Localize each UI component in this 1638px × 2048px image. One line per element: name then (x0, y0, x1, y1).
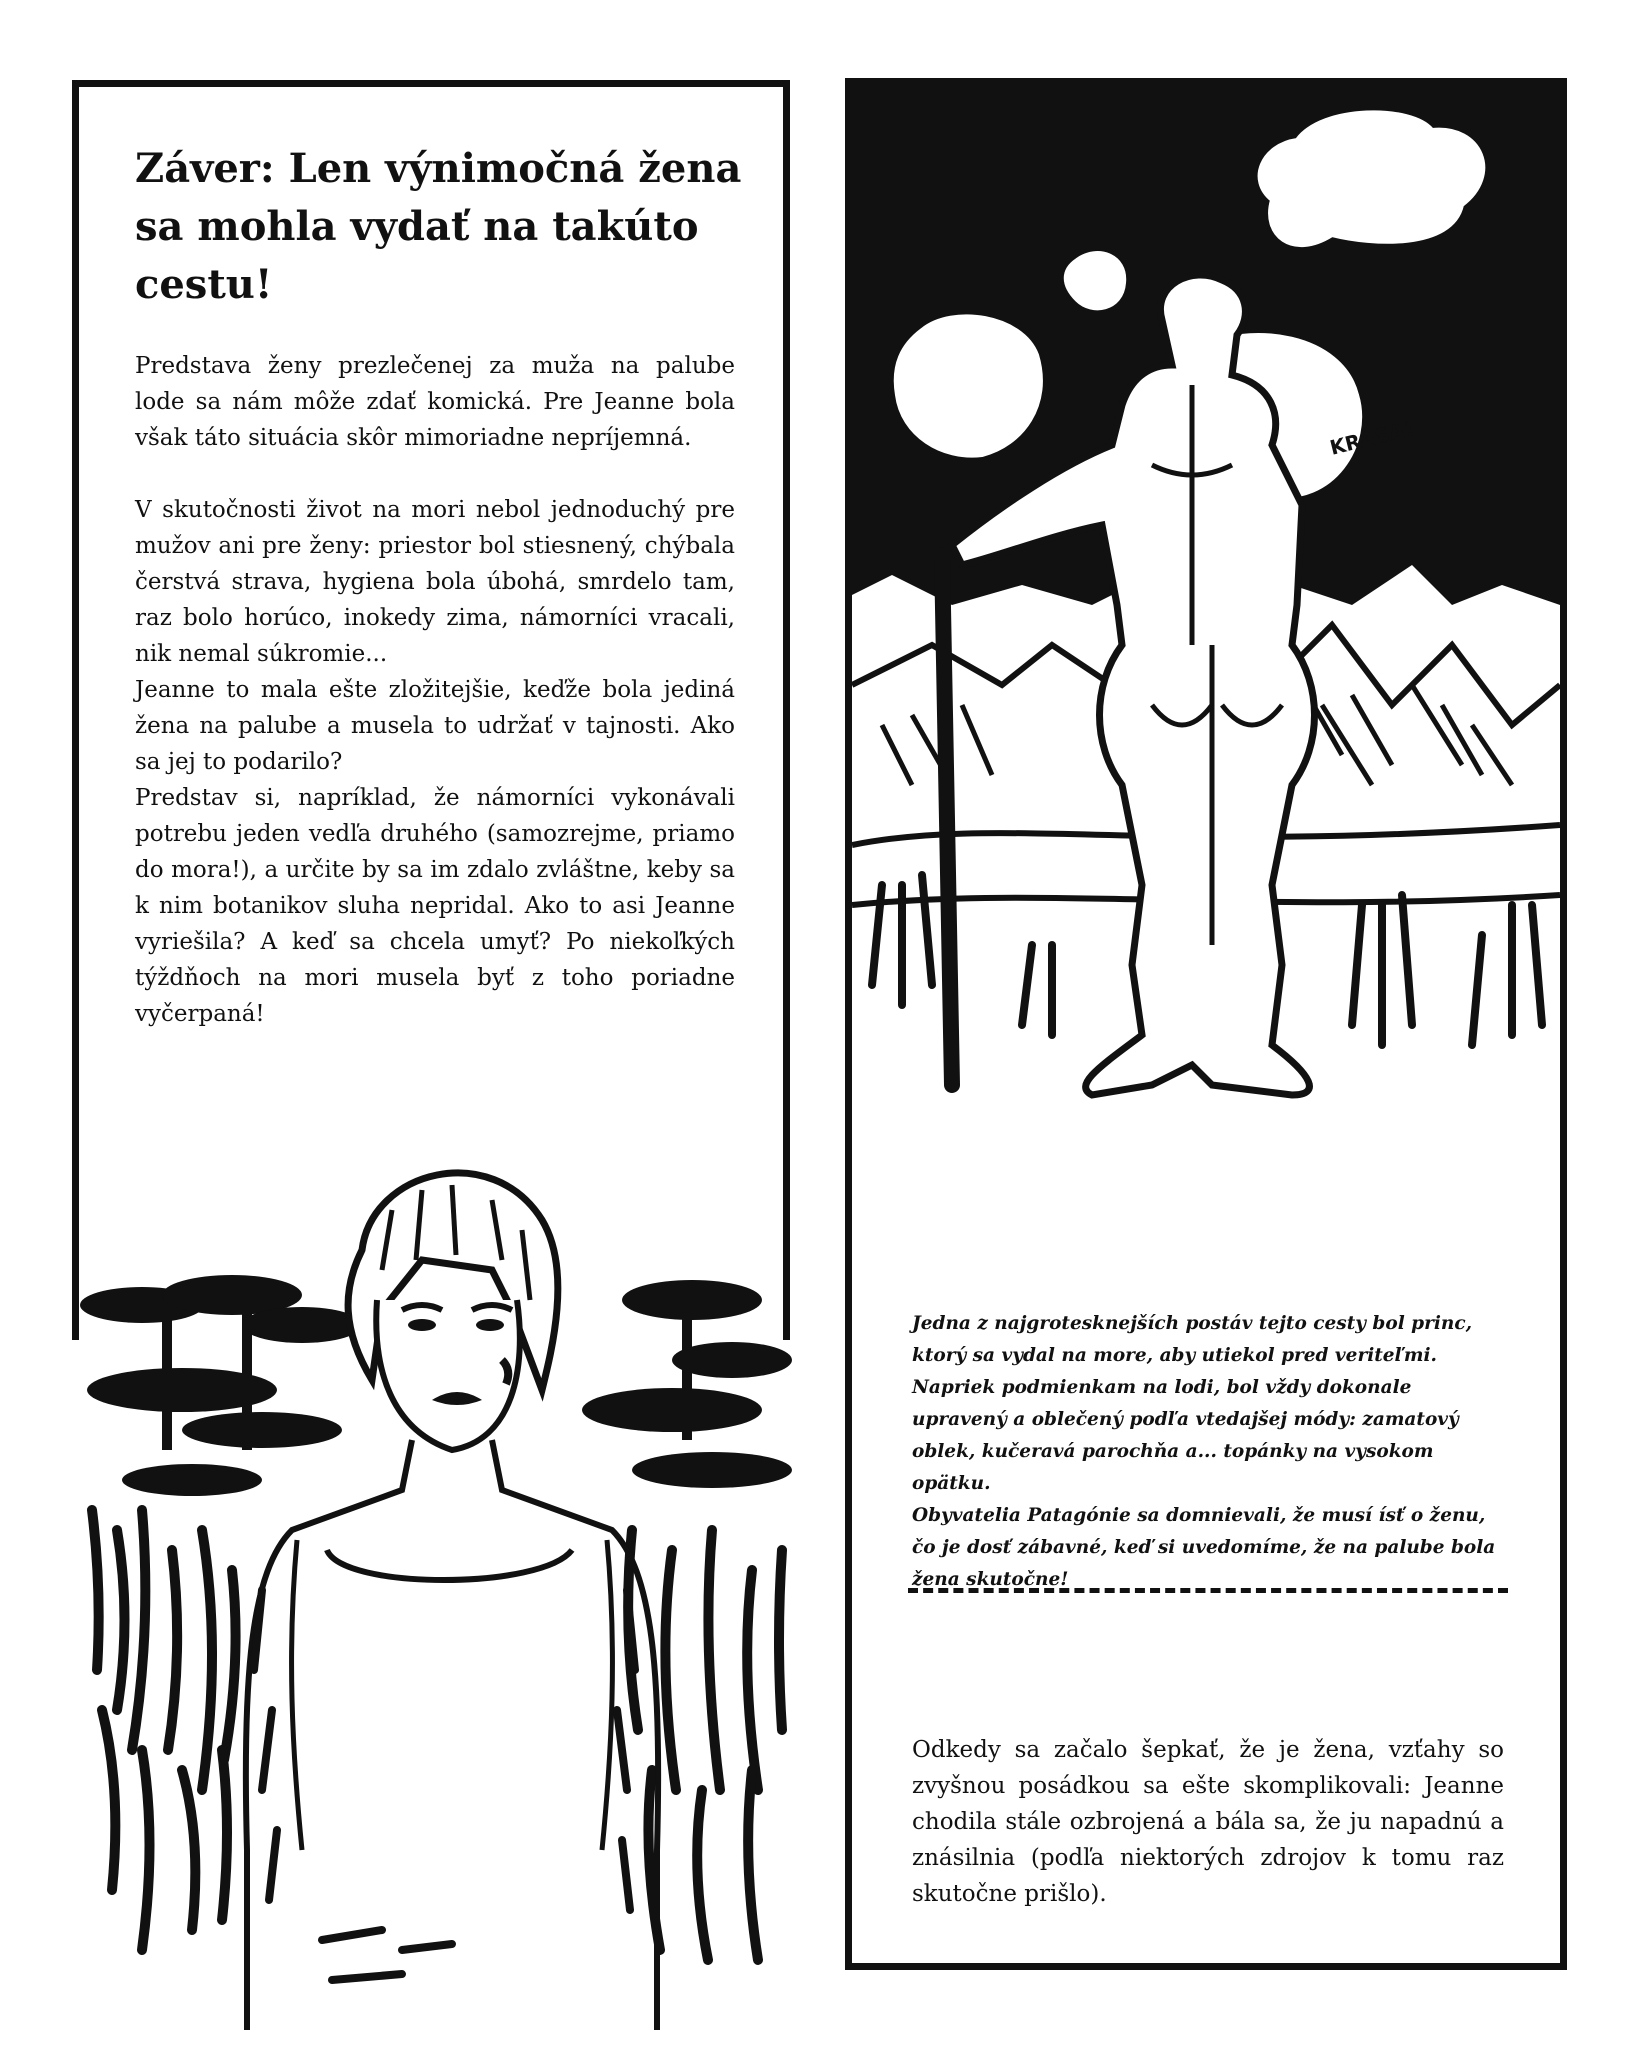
dashed-divider (908, 1588, 1508, 1593)
paragraph-3: Jeanne to mala ešte zložitejšie, keďže bola jediná žena na palube a musela to udržať v tajnosti. Ako sa jej to podarilo? (135, 677, 735, 775)
jeanne-portrait-illustration (72, 1150, 812, 2030)
speech-text: KRÁSA! (1327, 415, 1417, 460)
caption-paragraph-2: Obyvatelia Patagónie sa domnievali, že musí ísť o ženu, čo je dosť zábavné, keď si uvedomíme, že na palube bola žena skutočne! (912, 1505, 1496, 1590)
prince-mountains-illustration (852, 85, 1560, 1205)
caption-text (912, 1308, 1502, 1596)
paragraph-1: Predstava ženy prezlečenej za muža na palube lode sa nám môže zdať komická. Pre Jeanne bola však táto situácia skôr mimoriadne nepríjemná. (135, 353, 735, 451)
caption-paragraph-1: Jedna z najgrotesknejších postáv tejto cesty bol princ, ktorý sa vydal na more, aby utiekol pred veriteľmi. Napriek podmienkam na lodi, bol vždy dokonale upravený a oblečený podľa vtedajšej módy: zamatový oblek, kučeravá parochňa a... topánky na vysokom opätku. (912, 1313, 1473, 1494)
paragraph-4: Predstav si, napríklad, že námorníci vykonávali potrebu jeden vedľa druhého (samozrejme, priamo do mora!), a určite by sa im zdalo zvláštne, keby sa k nim botanikov sluha nepridal. Ako to asi Jeanne vyriešila? A keď sa chcela umyť? Po niekoľkých týždňoch na mori musela byť z toho poriadne vyčerpaná! (135, 785, 735, 1027)
left-body-text (135, 348, 735, 1032)
paragraph-2: V skutočnosti život na mori nebol jednoduchý pre mužov ani pre ženy: priestor bol stiesnený, chýbala čerstvá strava, hygiena bola úbohá, smrdelo tam, raz bolo horúco, inokedy zima, námorníci vracali, nik nemal súkromie... (135, 497, 735, 667)
page-title: Záver: Len výnimočná žena sa mohla vydať na takúto cestu! (135, 145, 742, 308)
bottom-paragraph: Odkedy sa začalo šepkať, že je žena, vzťahy so zvyšnou posádkou sa ešte skomplikovali: Jeanne chodila stále ozbrojená a bála sa, že ju napadnú a znásilnia (podľa niektorých zdrojov k tomu raz skutočne prišlo). (912, 1737, 1504, 1907)
